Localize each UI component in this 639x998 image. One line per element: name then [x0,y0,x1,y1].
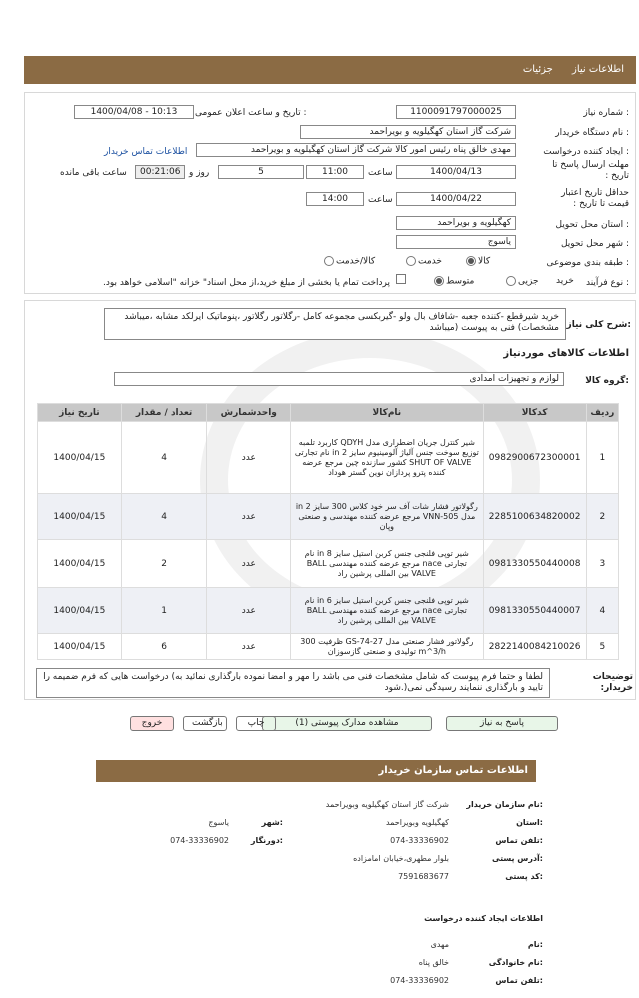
contact-postal: 7591683677 [398,872,449,881]
col-qty: تعداد / مقدار [121,404,207,422]
cell-date: 1400/04/15 [38,422,122,494]
radio-icon[interactable] [406,256,416,266]
description-text: خرید شیرقطع -کننده جعبه -شافاف بال ولو -گیربکسی مجموعه کامل -رگلاتور رگلاتور ،پنوماتیک ایرلکد مشابه ،میباشد مشخصات) فنی به پیوست (میباشد [104,308,566,340]
goods-table [37,403,619,660]
category-label: طبقه بندی موضوعی : [546,258,629,268]
process-label: نوع فرآیند : [585,278,629,288]
creator-field: مهدی خالق پناه رئیس امور کالا شرکت گاز استان کهگیلویه و بویراحمد [196,143,516,157]
remaining-time-field: 00:21:06 [135,165,185,179]
category-goods-service-option[interactable]: کالا/خدمت [322,256,375,267]
col-row: ردیف [586,404,618,422]
days-field: 5 [218,165,304,179]
col-unit: واحدشمارش [207,404,291,422]
creator-label: ایجاد کننده درخواست : [543,147,629,157]
radio-icon[interactable] [506,276,516,286]
contact-address: بلوار مطهری،خیابان امامزاده [353,854,449,863]
cell-row: 4 [586,588,618,634]
contact-city-label: شهر: [261,818,283,827]
exit-button[interactable]: خروج [130,716,174,731]
cell-unit: عدد [207,634,291,660]
deadline-time-field: 11:00 [306,165,364,179]
buyer-notes-label: توضیحات خریدار: [592,672,633,693]
buyer-notes-text: لطفا و حتما فرم پیوست که شامل مشخصات فنی می باشد را مهر و امضا نموده بارگذاری نمائید به) درخواست هایی که فرم ضمیمه را تایید و بارگذاری ننمایند رسیدگی نمی(.شود [36,668,550,698]
attachments-button[interactable]: مشاهده مدارک پیوستی (1) [262,716,432,731]
validity-label: حداقل تاریخ اعتبار قیمت تا تاریخ : [561,188,629,209]
contact-city: یاسوج [208,818,229,827]
contact-province: کهگیلویه وبویراحمد [385,818,449,827]
cell-qty: 4 [121,494,207,540]
contact-phone: 074-33336902 [390,836,449,845]
province-label: استان محل تحویل : [555,220,629,230]
payment-checkbox[interactable] [394,274,408,285]
cell-date: 1400/04/15 [38,634,122,660]
cell-code: 0982900672300001 [483,422,586,494]
cell-unit: عدد [207,494,291,540]
need-number-label: شماره نیاز : [583,108,629,118]
cell-qty: 6 [121,634,207,660]
need-number-field: 1100091797000025 [396,105,516,119]
buyer-org-field: شرکت گاز استان کهگیلویه و بویراحمد [300,125,516,139]
table-row[interactable] [38,588,619,634]
province-field: کهگیلویه و بویراحمد [396,216,516,230]
cell-code: 2822140084210026 [483,634,586,660]
cell-qty: 2 [121,540,207,588]
cell-unit: عدد [207,422,291,494]
remaining-time-label: ساعت باقی مانده [60,168,127,178]
cell-row: 5 [586,634,618,660]
creator-family: خالق پناه [418,958,449,967]
table-row[interactable] [38,422,619,494]
buyer-org-label: نام دستگاه خریدار : [555,128,629,138]
cell-date: 1400/04/15 [38,540,122,588]
process-medium-option[interactable]: متوسط [432,276,474,287]
creator-name-label: نام: [527,940,543,949]
radio-icon[interactable] [324,256,334,266]
process-buy-value: خرید [556,276,574,286]
contact-org-label: نام سازمان خریدار: [466,800,543,809]
creator-info-title: اطلاعات ایجاد کننده درخواست [424,914,543,923]
table-row[interactable] [38,494,619,540]
cell-date: 1400/04/15 [38,588,122,634]
description-label: شرح کلی نیاز: [566,320,631,330]
goods-group-label: گروه کالا: [585,376,629,386]
days-label: روز و [189,168,210,178]
cell-qty: 4 [121,422,207,494]
cell-code: 0981330550440007 [483,588,586,634]
contact-address-label: آدرس پستی: [492,854,543,863]
col-date: تاریخ نیاز [38,404,122,422]
nav-details[interactable]: جزئیات [522,64,553,75]
validity-date-field: 1400/04/22 [396,192,516,206]
creator-family-label: نام خانوادگی: [488,958,543,967]
cell-row: 3 [586,540,618,588]
cell-date: 1400/04/15 [38,494,122,540]
table-row[interactable] [38,540,619,588]
back-button[interactable]: بازگشت [183,716,227,731]
cell-row: 2 [586,494,618,540]
radio-selected-icon[interactable] [434,276,444,286]
deadline-label: مهلت ارسال پاسخ تا تاریخ : [552,160,629,181]
cell-name: رگولاتور فشار صنعتی مدل GS-74-27 ظرفیت 300 m^3/h تولیدی و صنعتی گازسوزان [291,634,483,660]
cell-name: شیر توپی فلنجی جنس کربن استیل سایز 8 in نام تجارتی nace مرجع عرضه کننده مهندسی BALL VALVE بین المللی پرشین راد [291,540,483,588]
buyer-contact-link[interactable]: اطلاعات تماس خریدار [104,147,188,157]
cell-name: شیر کنترل جریان اضطراری مدل QDYH کاربرد تلمبه توزیع سوخت جنس آلیاژ آلومینیوم سایز 2 in نام تجارتی SHUT OF VALVE کشور سازنده چین مرجع عرضه کننده پترو پردازان نوین گستر هوداد [291,422,483,494]
print-button[interactable]: چاپ [236,716,276,731]
top-nav [507,64,624,75]
cell-code: 0981330550440008 [483,540,586,588]
checkbox-icon[interactable] [396,274,406,284]
creator-phone-label: تلفن تماس: [495,976,543,985]
validity-time-label: ساعت [368,195,393,205]
cell-qty: 1 [121,588,207,634]
category-service-option[interactable]: خدمت [404,256,442,267]
creator-name: مهدی [430,940,449,949]
table-row[interactable] [38,634,619,660]
radio-selected-icon[interactable] [466,256,476,266]
contact-fax-label: دورنگار: [250,836,283,845]
goods-group-field: لوازم و تجهیزات امدادی [114,372,564,386]
cell-name: رگولاتور فشار شات آف سر خود کلاس 300 سایز 2 in مدل VNN-505 مرجع عرضه کننده مهندسی و صنعتی وپان [291,494,483,540]
table-header-row [38,404,619,422]
validity-time-field: 14:00 [306,192,364,206]
col-code: کدکالا [483,404,586,422]
contact-org: شرکت گاز استان کهگیلویه وبویراحمد [325,800,449,809]
category-goods-option[interactable]: کالا [464,256,490,267]
announce-label: تاریخ و ساعت اعلان عمومی : [195,108,307,118]
cell-name: شیر توپی فلنجی جنس کربن استیل سایز 6 in نام تجارتی nace مرجع عرضه کننده مهندسی BALL VALVE بین المللی پرشین راد [291,588,483,634]
contact-province-label: استان: [516,818,543,827]
contact-fax: 074-33336902 [170,836,229,845]
cell-code: 2285100634820002 [483,494,586,540]
deadline-date-field: 1400/04/13 [396,165,516,179]
contact-phone-label: تلفن تماس: [495,836,543,845]
nav-need-info[interactable]: اطلاعات نیاز [572,64,624,75]
col-name: نام‌کالا [291,404,483,422]
top-nav-bar [24,56,636,84]
contact-header [96,760,536,782]
city-field: یاسوج [396,235,516,249]
deadline-time-label: ساعت [368,168,393,178]
cell-unit: عدد [207,588,291,634]
city-label: شهر محل تحویل : [560,239,629,249]
goods-title: اطلاعات کالاهای موردنیاز [503,348,629,359]
contact-title: اطلاعات تماس سازمان خریدار [378,765,528,776]
contact-postal-label: کد پستی: [505,872,543,881]
payment-note: پرداخت تمام یا بخشی از مبلغ خرید،از محل اسناد" خزانه "اسلامی خواهد بود. [102,278,390,288]
cell-row: 1 [586,422,618,494]
cell-unit: عدد [207,540,291,588]
process-minor-option[interactable]: جزیی [504,276,539,287]
reply-button[interactable]: پاسخ به نیاز [446,716,558,731]
creator-phone: 074-33336902 [390,976,449,985]
announce-field: 1400/04/08 - 10:13 [74,105,194,119]
